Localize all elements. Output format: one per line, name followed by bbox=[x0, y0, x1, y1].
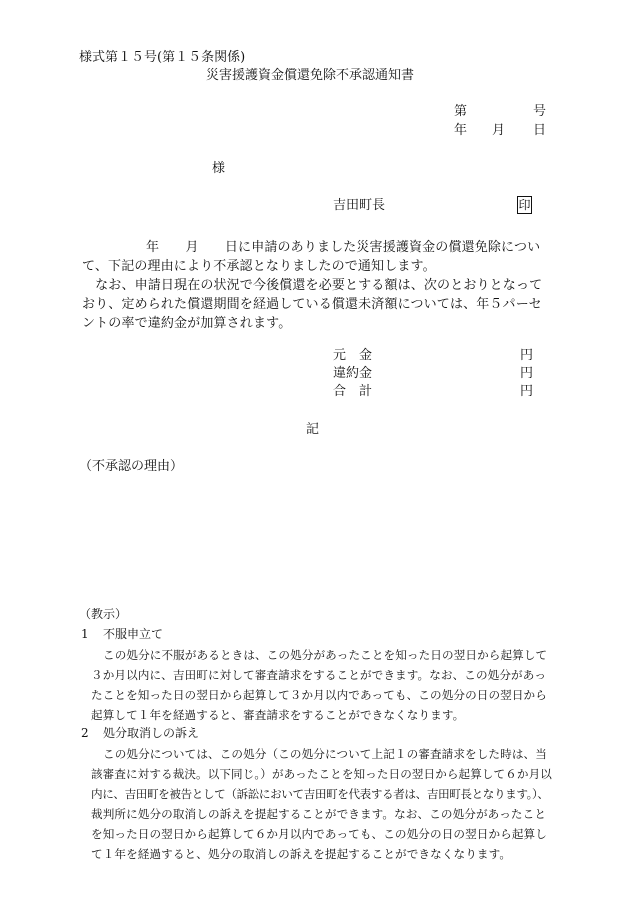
doc-number-suffix: 号 bbox=[533, 104, 547, 119]
notice-item-title: 処分取消しの訴え bbox=[103, 726, 200, 740]
notice-line: て１年を経過すると、処分の取消しの訴えを提起することができなくなります。 bbox=[91, 847, 512, 861]
body-line: 年 月 日に申請のありました災害援護資金の償還免除につい bbox=[146, 240, 541, 255]
date-month: 月 bbox=[492, 123, 506, 138]
amount-penalty-label: 違約金 bbox=[333, 366, 373, 381]
notice-line: ３か月以内に、吉田町に対して審査請求をすることができます。なお、この処分があっ bbox=[91, 668, 547, 682]
notice-line: 内に、吉田町を被告として（訴訟において吉田町を代表する者は、吉田町長となります。）、 bbox=[91, 787, 549, 801]
notice-line: 裁判所に処分の取消しの訴えを提起することができます。なお、この処分があったこと bbox=[91, 807, 547, 821]
body-line: なお、申請日現在の状況で今後償還を必要とする額は、次のとおりとなって bbox=[82, 278, 543, 293]
notice-line: たことを知った日の翌日から起算して３か月以内であっても、この処分の日の翌日から bbox=[91, 688, 547, 702]
notice-heading: （教示） bbox=[79, 607, 128, 621]
amount-penalty-unit: 円 bbox=[520, 366, 534, 381]
body-line: ントの率で違約金が加算されます。 bbox=[82, 316, 292, 331]
notice-line: 該審査に対する裁決。以下同じ。）があったことを知った日の翌日から起算して６か月以 bbox=[91, 767, 552, 781]
body-line: て、下記の理由により不承認となりましたので通知します。 bbox=[82, 259, 436, 274]
amount-total-unit: 円 bbox=[520, 384, 534, 399]
amount-principal-label: 元 金 bbox=[333, 348, 373, 363]
notice-line: を知った日の翌日から起算して６か月以内であっても、この処分の日の翌日から起算し bbox=[91, 827, 547, 841]
notice-item-number: 1 bbox=[81, 627, 89, 641]
body-line: おり、定められた償還期間を経過している償還未済額については、年５パーセ bbox=[82, 297, 542, 312]
notice-item-title: 不服申立て bbox=[103, 627, 164, 641]
ki-marker: 記 bbox=[306, 422, 320, 437]
notice-line: 起算して１年を経過すると、審査請求をすることができなくなります。 bbox=[91, 708, 465, 722]
date-day: 日 bbox=[533, 123, 547, 138]
amount-total-label: 合 計 bbox=[333, 384, 373, 399]
form-number: 様式第１５号(第１５条関係) bbox=[79, 50, 246, 65]
addressee-suffix: 様 bbox=[212, 161, 226, 176]
issuer-name: 吉田町長 bbox=[333, 198, 386, 213]
doc-number-prefix: 第 bbox=[454, 104, 468, 119]
date-year: 年 bbox=[454, 123, 468, 138]
notice-line: この処分については、この処分（この処分について上記１の審査請求をした時は、当 bbox=[103, 747, 547, 761]
reason-heading: （不承認の理由） bbox=[79, 459, 184, 474]
amount-principal-unit: 円 bbox=[520, 348, 534, 363]
document-title: 災害援護資金償還免除不承認通知書 bbox=[206, 68, 415, 83]
seal-stamp: 印 bbox=[518, 198, 531, 212]
notice-item-number: 2 bbox=[81, 726, 89, 740]
notice-line: この処分に不服があるときは、この処分があったことを知った日の翌日から起算して bbox=[103, 648, 548, 662]
